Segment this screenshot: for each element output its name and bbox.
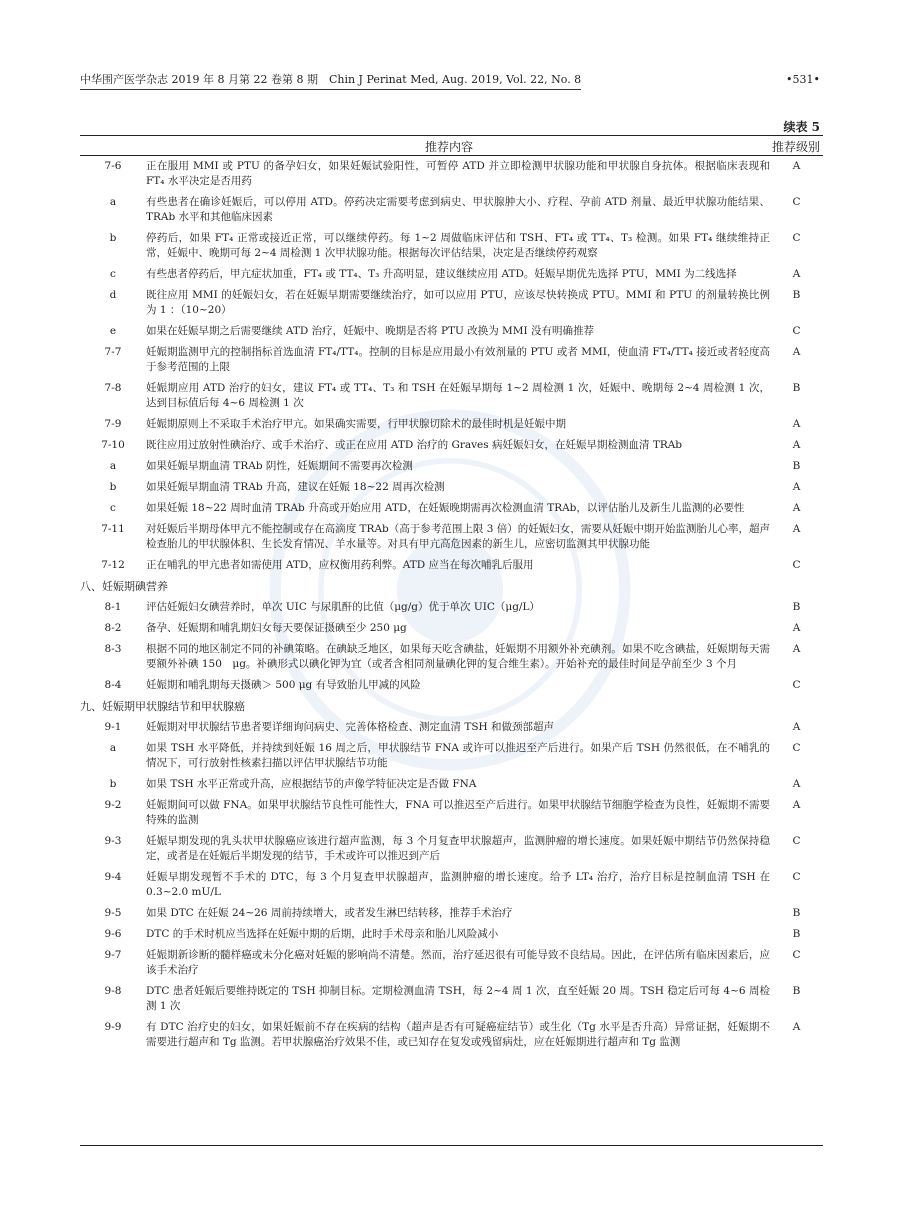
- recommendation-text: 妊娠期新诊断的髓样癌或未分化癌对妊娠的影响尚不清楚。然而，治疗延迟很有可能导致不良结局。因此，在评估所有临床因素后，应该手术治疗: [146, 949, 770, 976]
- recommendation-text: 如果妊娠 18~22 周时血清 TRAb 升高或开始应用 ATD，在妊娠晚期需再次检测血清 TRAb，以评估胎儿及新生儿监测的必要性: [146, 502, 745, 514]
- recommendation-grade: A: [792, 418, 801, 430]
- recommendation-grade: B: [792, 460, 801, 472]
- recommendation-grade: B: [792, 289, 801, 301]
- section-heading: 九、妊娠期甲状腺结节和甲状腺癌: [80, 700, 245, 713]
- recommendation-number: 9-4: [104, 871, 122, 883]
- table-row: [80, 642, 823, 672]
- table-row: [80, 1020, 823, 1050]
- recommendation-text: 妊娠早期发现的乳头状甲状腺癌应该进行超声监测，每 3 个月复查甲状腺超声，监测肿瘤的增长速度。如果妊娠中期结节仍然保持稳定，或者是在妊娠后半期发现的结节，手术或许可以推迟到产后: [146, 835, 770, 862]
- recommendation-grade: C: [792, 679, 801, 691]
- recommendation-text: 妊娠期监测甲亢的控制指标首选血清 FT₄/TT₄。控制的目标是应用最小有效剂量的 PTU 或者 MMI，使血清 FT₄/TT₄ 接近或者轻度高于参考范围的上限: [146, 346, 770, 373]
- journal-citation: 中华围产医学杂志 2019 年 8 月第 22 卷第 8 期 Chin J Perinat Med, Aug. 2019, Vol. 22, No. 8: [80, 72, 581, 90]
- table-body: [80, 159, 823, 1056]
- recommendation-number: 9-2: [104, 799, 122, 811]
- recommendation-number: 7-6: [104, 160, 122, 172]
- table-row: [80, 948, 823, 978]
- recommendation-number: 7-7: [104, 346, 122, 358]
- recommendation-text: 有些患者停药后，甲亢症状加重，FT₄ 或 TT₄、T₃ 升高明显，建议继续应用 ATD。妊娠早期优先选择 PTU，MMI 为二线选择: [146, 268, 737, 280]
- recommendation-number: a: [109, 460, 117, 472]
- recommendation-text: DTC 患者妊娠后要维持既定的 TSH 抑制目标。定期检测血清 TSH，每 2~4 周 1 次，直至妊娠 20 周。TSH 稳定后可每 4~6 周检测 1 次: [146, 985, 770, 1012]
- table-row: [80, 480, 823, 495]
- table-row: [80, 621, 823, 636]
- table-row: [80, 288, 823, 318]
- recommendation-grade: A: [792, 799, 801, 811]
- recommendation-number: 9-6: [104, 928, 122, 940]
- recommendation-text: 有些患者在确诊妊娠后，可以停用 ATD。停药决定需要考虑到病史、甲状腺肿大小、疗程、孕前 ATD 剂量、最近甲状腺功能结果、TRAb 水平和其他临床因素: [146, 196, 770, 223]
- table-continued-label: 续表 5: [783, 120, 820, 134]
- recommendation-grade: A: [792, 778, 801, 790]
- table-row: [80, 231, 823, 261]
- recommendation-number: 9-8: [104, 985, 122, 997]
- recommendation-number: 9-5: [104, 907, 122, 919]
- recommendation-grade: C: [792, 742, 801, 754]
- table-row: [80, 927, 823, 942]
- recommendation-grade: C: [792, 871, 801, 883]
- table-row: [80, 777, 823, 792]
- table-row: [80, 381, 823, 411]
- recommendation-text: 妊娠期间可以做 FNA。如果甲状腺结节良性可能性大，FNA 可以推迟至产后进行。如果甲状腺结节细胞学检查为良性，妊娠期不需要特殊的监测: [146, 799, 770, 826]
- recommendation-text: 妊娠期原则上不采取手术治疗甲亢。如果确实需要，行甲状腺切除术的最佳时机是妊娠中期: [146, 418, 566, 430]
- recommendation-grade: A: [792, 439, 801, 451]
- table-row: [80, 798, 823, 828]
- recommendation-grade: B: [792, 985, 801, 997]
- recommendation-grade: A: [792, 622, 801, 634]
- table-row: [80, 678, 823, 693]
- table-row: [80, 600, 823, 615]
- recommendation-grade: A: [792, 523, 801, 535]
- recommendation-text: 如果 TSH 水平正常或升高，应根据结节的声像学特征决定是否做 FNA: [146, 778, 477, 790]
- recommendation-text: 根据不同的地区制定不同的补碘策略。在碘缺乏地区，如果每天吃含碘盐，妊娠期不用额外补充碘剂。如果不吃含碘盐，妊娠期每天需要额外补碘 150 μg。补碘形式以碘化钾为宜（或者含相同剂量碘化钾的复合维生素）。开始补充的最佳时间是孕前至少 3 个月: [146, 643, 770, 670]
- table-header-rule: [80, 155, 823, 156]
- section-heading: 八、妊娠期碘营养: [80, 580, 168, 593]
- recommendation-text: 妊娠期对甲状腺结节患者要详细询问病史、完善体格检查、测定血清 TSH 和做颈部超声: [146, 721, 555, 733]
- recommendation-number: 7-11: [101, 523, 125, 535]
- running-header: [80, 72, 820, 92]
- table-row: [80, 324, 823, 339]
- table-row: [80, 984, 823, 1014]
- recommendation-grade: A: [792, 502, 801, 514]
- recommendation-number: 8-1: [104, 601, 122, 613]
- table-row: [80, 159, 823, 189]
- table-bottom-rule: [80, 1145, 823, 1146]
- recommendation-grade: C: [792, 196, 801, 208]
- recommendation-grade: A: [792, 346, 801, 358]
- table-row: [80, 834, 823, 864]
- column-header-content: 推荐内容: [425, 140, 474, 154]
- table-row: [80, 417, 823, 432]
- table-row: [80, 459, 823, 474]
- recommendation-number: 7-9: [104, 418, 122, 430]
- recommendation-grade: A: [792, 1021, 801, 1033]
- recommendation-text: 妊娠早期发现暂不手术的 DTC，每 3 个月复查甲状腺超声，监测肿瘤的增长速度。给予 LT₄ 治疗，治疗目标是控制血清 TSH 在 0.3~2.0 mU/L: [146, 871, 770, 898]
- recommendation-text: 既往应用过放射性碘治疗、或手术治疗、或正在应用 ATD 治疗的 Graves 病妊娠妇女，在妊娠早期检测血清 TRAb: [146, 439, 683, 451]
- table-row: [80, 522, 823, 552]
- recommendation-text: 如果妊娠早期血清 TRAb 升高，建议在妊娠 18~22 周再次检测: [146, 481, 445, 493]
- recommendation-text: 如果 TSH 水平降低，并持续到妊娠 16 周之后，甲状腺结节 FNA 或许可以推迟至产后进行。如果产后 TSH 仍然很低，在不哺乳的情况下，可行放射性核素扫描以评估甲状腺结节功能: [146, 742, 770, 769]
- table-row: [80, 438, 823, 453]
- recommendation-number: 8-4: [104, 679, 122, 691]
- recommendation-grade: A: [792, 481, 801, 493]
- recommendation-grade: A: [792, 721, 801, 733]
- recommendation-text: 停药后，如果 FT₄ 正常或接近正常，可以继续停药。每 1~2 周做临床评估和 TSH、FT₄ 或 TT₄、T₃ 检测。如果 FT₄ 继续维持正常，妊娠中、晚期可每 2~4 周检测 1 次甲状腺功能。根据每次评估结果，决定是否继续停药观察: [146, 232, 770, 259]
- recommendation-number: c: [110, 268, 116, 280]
- recommendation-text: 如果妊娠早期血清 TRAb 阴性，妊娠期间不需要再次检测: [146, 460, 413, 472]
- table-row: [80, 870, 823, 900]
- recommendation-text: DTC 的手术时机应当选择在妊娠中期的后期，此时手术母亲和胎儿风险减小: [146, 928, 499, 940]
- table-row: [80, 741, 823, 771]
- recommendation-grade: B: [792, 928, 801, 940]
- recommendation-grade: A: [792, 160, 801, 172]
- recommendation-text: 对妊娠后半期母体甲亢不能控制或存在高滴度 TRAb（高于参考范围上限 3 倍）的妊娠妇女，需要从妊娠中期开始监测胎儿心率，超声检查胎儿的甲状腺体积、生长发育情况、羊水量等。对具有甲亢高危因素的新生儿，应密切监测其甲状腺功能: [146, 523, 770, 550]
- recommendation-number: 9-9: [104, 1021, 122, 1033]
- table-row: [80, 267, 823, 282]
- column-header-grade: 推荐级别: [771, 140, 820, 154]
- recommendation-number: 9-1: [104, 721, 122, 733]
- recommendation-grade: B: [792, 601, 801, 613]
- table-top-rule: [80, 135, 823, 136]
- recommendation-grade: C: [792, 232, 801, 244]
- recommendation-number: b: [109, 481, 117, 493]
- recommendation-number: d: [109, 289, 117, 301]
- recommendation-grade: C: [792, 325, 801, 337]
- recommendation-text: 正在服用 MMI 或 PTU 的备孕妇女，如果妊娠试验阳性，可暂停 ATD 并立即检测甲状腺功能和甲状腺自身抗体。根据临床表现和 FT₄ 水平决定是否用药: [146, 160, 770, 187]
- recommendation-number: a: [109, 196, 117, 208]
- recommendation-text: 备孕、妊娠期和哺乳期妇女每天要保证摄碘至少 250 μg: [146, 622, 407, 634]
- recommendation-text: 有 DTC 治疗史的妇女，如果妊娠前不存在疾病的结构（超声是否有可疑癌症结节）或生化（Tg 水平是否升高）异常证据，妊娠期不需要进行超声和 Tg 监测。若甲状腺癌治疗效果不佳，或已知存在复发或残留病灶，应在妊娠期进行超声和 Tg 监测: [146, 1021, 770, 1048]
- recommendation-text: 妊娠期和哺乳期每天摄碘＞ 500 μg 有导致胎儿甲减的风险: [146, 679, 421, 691]
- recommendation-text: 评估妊娠妇女碘营养时，单次 UIC 与尿肌酐的比值（μg/g）优于单次 UIC（μg/L）: [146, 601, 540, 613]
- recommendation-number: e: [109, 325, 117, 337]
- recommendation-number: 7-8: [104, 382, 122, 394]
- recommendation-text: 妊娠期应用 ATD 治疗的妇女，建议 FT₄ 或 TT₄、T₃ 和 TSH 在妊娠早期每 1~2 周检测 1 次，妊娠中、晚期每 2~4 周检测 1 次，达到目标值后每 4~6 周检测 1 次: [146, 382, 770, 409]
- recommendation-grade: C: [792, 559, 801, 571]
- recommendation-grade: C: [792, 835, 801, 847]
- recommendation-number: 7-12: [101, 559, 125, 571]
- recommendation-grade: A: [792, 643, 801, 655]
- recommendation-grade: C: [792, 949, 801, 961]
- table-row: [80, 501, 823, 516]
- recommendation-number: 7-10: [101, 439, 125, 451]
- recommendation-number: 8-2: [104, 622, 122, 634]
- recommendation-number: 9-3: [104, 835, 122, 847]
- table-row: [80, 906, 823, 921]
- recommendation-text: 如果 DTC 在妊娠 24~26 周前持续增大，或者发生淋巴结转移，推荐手术治疗: [146, 907, 513, 919]
- recommendation-number: a: [109, 742, 117, 754]
- recommendation-text: 如果在妊娠早期之后需要继续 ATD 治疗，妊娠中、晚期是否将 PTU 改换为 MMI 没有明确推荐: [146, 325, 595, 337]
- recommendation-grade: B: [792, 907, 801, 919]
- recommendation-grade: B: [792, 382, 801, 394]
- table-row: [80, 345, 823, 375]
- page-number: •531•: [786, 73, 820, 86]
- table-row: [80, 195, 823, 225]
- table-row: [80, 720, 823, 735]
- recommendation-number: 9-7: [104, 949, 122, 961]
- table-row: [80, 558, 823, 573]
- recommendation-number: c: [110, 502, 116, 514]
- recommendation-grade: A: [792, 268, 801, 280]
- recommendation-number: 8-3: [104, 643, 122, 655]
- recommendation-number: b: [109, 778, 117, 790]
- recommendation-text: 正在哺乳的甲亢患者如需使用 ATD，应权衡用药利弊。ATD 应当在每次哺乳后服用: [146, 559, 534, 571]
- recommendation-number: b: [109, 232, 117, 244]
- recommendation-text: 既往应用 MMI 的妊娠妇女，若在妊娠早期需要继续治疗，如可以应用 PTU，应该尽快转换成 PTU。MMI 和 PTU 的剂量转换比例为 1 ：（10~20）: [146, 289, 770, 316]
